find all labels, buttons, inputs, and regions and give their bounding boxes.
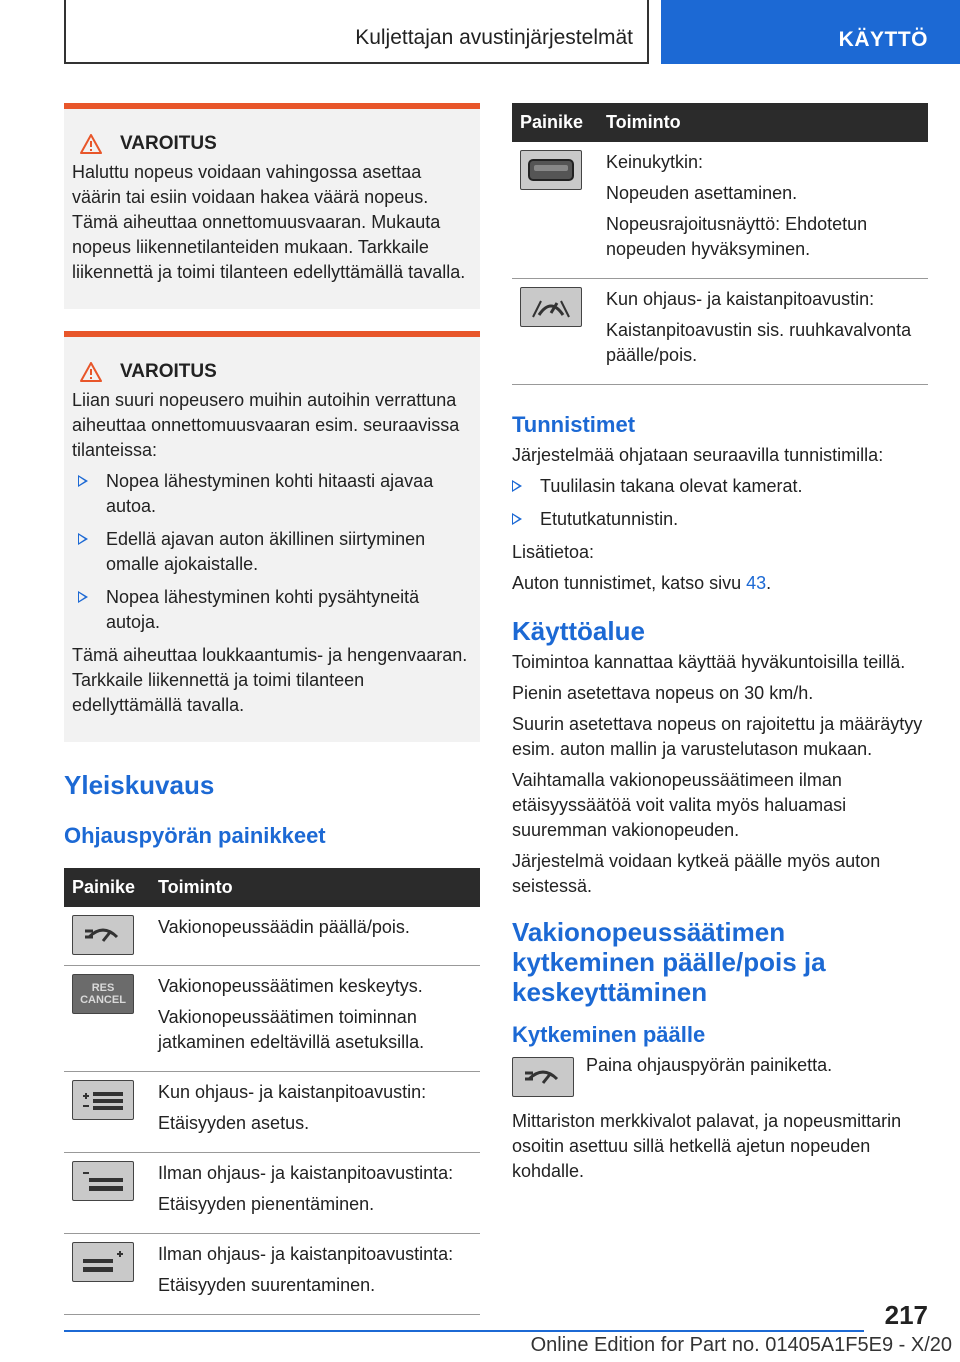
table-row: RES CANCEL Vakionopeussäätimen keskeytys. Vakionopeussäätimen toiminnan jatkaminen edeltävillä asetuksilla.: [64, 966, 480, 1072]
table-row: Kun ohjaus- ja kaistanpitoavustin: Etäisyyden asetus.: [64, 1072, 480, 1153]
usage-heading: Käyttöalue: [512, 616, 645, 646]
subsection-heading: Ohjauspyörän painikkeet: [64, 823, 326, 848]
more-info-label: Lisätietoa:: [512, 542, 595, 562]
bullet-triangle-icon: [512, 513, 522, 525]
page-link[interactable]: 43: [746, 573, 767, 593]
table-row: Kun ohjaus- ja kaistanpitoavustin: Kaistanpitoavustin sis. ruuhkavalvonta päälle/pois.: [512, 279, 928, 385]
column-header-function: Toiminto: [598, 103, 928, 142]
usage-paragraph: Vaihtamalla vakionopeussäätimeen ilman etäisyyssäätöä voit valita myös haluamasi suuremman vakionopeuden.: [512, 770, 847, 840]
distance-settings-icon: [72, 1080, 134, 1120]
warning-box-2: [64, 331, 480, 742]
warning-intro: Liian suuri nopeusero muihin autoihin verrattuna aiheuttaa onnettomuusvaaran esim. seuraavissa tilanteissa:: [72, 390, 460, 460]
table-row: Ilman ohjaus- ja kaistanpitoavustinta: Etäisyyden suurentaminen.: [64, 1234, 480, 1315]
usage-paragraph: Järjestelmä voidaan kytkeä päälle myös auton seistessä.: [512, 851, 881, 896]
left-column: [64, 103, 480, 1315]
edition-text: Online Edition for Part no. 01405A1F5E9 - X/20: [530, 1334, 952, 1356]
warning-title: VAROITUS: [80, 131, 472, 156]
section-heading: Yleiskuvaus: [64, 770, 215, 800]
lane-keeping-icon: [520, 287, 582, 327]
section-title: Kuljettajan avustinjärjestelmät: [355, 26, 633, 49]
list-item: Edellä ajavan auton äkillinen siirtyminen omalle ajokaistalle.: [72, 527, 472, 577]
page-number: 217: [884, 1300, 928, 1330]
list-item: Etututkatunnistin.: [506, 507, 928, 532]
buttons-table-continued: [512, 103, 928, 385]
cross-reference: Auton tunnistimet, katso sivu 43.: [512, 573, 772, 593]
chapter-tab-label: KÄYTTÖ: [838, 28, 928, 51]
res-cancel-icon: RES CANCEL: [72, 974, 134, 1014]
cruise-control-icon: [512, 1057, 574, 1097]
list-item: Nopea lähestyminen kohti pysähtyneitä autoja.: [72, 585, 472, 635]
table-row: Vakionopeussäädin päällä/pois.: [64, 907, 480, 966]
column-header-button: Painike: [512, 103, 598, 142]
running-header-section: [64, 0, 649, 64]
bullet-triangle-icon: [78, 591, 88, 603]
sensors-intro: Järjestelmää ohjataan seuraavilla tunnistimilla:: [512, 445, 884, 465]
warning-outro: Tämä aiheuttaa loukkaantumis- ja hengenvaaran. Tarkkaile liikennettä ja toimi tilanteen edellyttämällä tavalla.: [72, 645, 468, 715]
rocker-switch-icon: [520, 150, 582, 190]
bullet-triangle-icon: [512, 480, 522, 492]
switching-heading: Vakionopeussäätimen kytkeminen päälle/pois ja keskeyttäminen: [512, 917, 826, 1007]
distance-decrease-icon: [72, 1161, 134, 1201]
chapter-tab[interactable]: [661, 0, 960, 64]
instruction-text: Paina ohjauspyörän painiketta.: [586, 1055, 833, 1075]
warning-bullets: [72, 469, 472, 635]
buttons-table: [64, 868, 480, 1315]
list-item: Tuulilasin takana olevat kamerat.: [506, 474, 928, 499]
cruise-control-icon: [72, 915, 134, 955]
footer-divider: [64, 1330, 864, 1332]
usage-paragraph: Suurin asetettava nopeus on rajoitettu ja määräytyy esim. auton mallin ja varustelutason mukaan.: [512, 714, 923, 759]
list-item: Nopea lähestyminen kohti hitaasti ajavaa autoa.: [72, 469, 472, 519]
instruction-row: [512, 1053, 928, 1097]
table-row: Ilman ohjaus- ja kaistanpitoavustinta: Etäisyyden pienentäminen.: [64, 1153, 480, 1234]
warning-triangle-icon: [80, 134, 102, 154]
usage-paragraph: Pienin asetettava nopeus on 30 km/h.: [512, 683, 814, 703]
right-column: [512, 103, 928, 1190]
table-row: Keinukytkin: Nopeuden asettaminen. Nopeusrajoitusnäyttö: Ehdotetun nopeuden hyväksyminen.: [512, 142, 928, 279]
bullet-triangle-icon: [78, 475, 88, 487]
sensors-heading: Tunnistimet: [512, 412, 636, 437]
sensors-list: [506, 474, 928, 532]
column-header-function: Toiminto: [150, 868, 480, 907]
bullet-triangle-icon: [78, 533, 88, 545]
warning-triangle-icon: [80, 362, 102, 382]
warning-title: VAROITUS: [80, 359, 472, 384]
switching-subheading: Kytkeminen päälle: [512, 1022, 706, 1047]
distance-increase-icon: [72, 1242, 134, 1282]
result-text: Mittariston merkkivalot palavat, ja nopeusmittarin osoitin asettuu sillä hetkellä ajetun nopeuden kohdalle.: [512, 1111, 902, 1181]
usage-paragraph: Toimintoa kannattaa käyttää hyväkuntoisilla teillä.: [512, 652, 906, 672]
warning-box-1: [64, 103, 480, 309]
warning-text: Haluttu nopeus voidaan vahingossa asettaa väärin tai esiin voidaan hakea väärä nopeus. Tämä aiheuttaa onnettomuusvaaran. Mukauta nopeus liikennetilanteiden mukaan. Tarkkaile liikennettä ja toimi tilanteen edellyttämällä tavalla.: [72, 162, 466, 282]
column-header-button: Painike: [64, 868, 150, 907]
